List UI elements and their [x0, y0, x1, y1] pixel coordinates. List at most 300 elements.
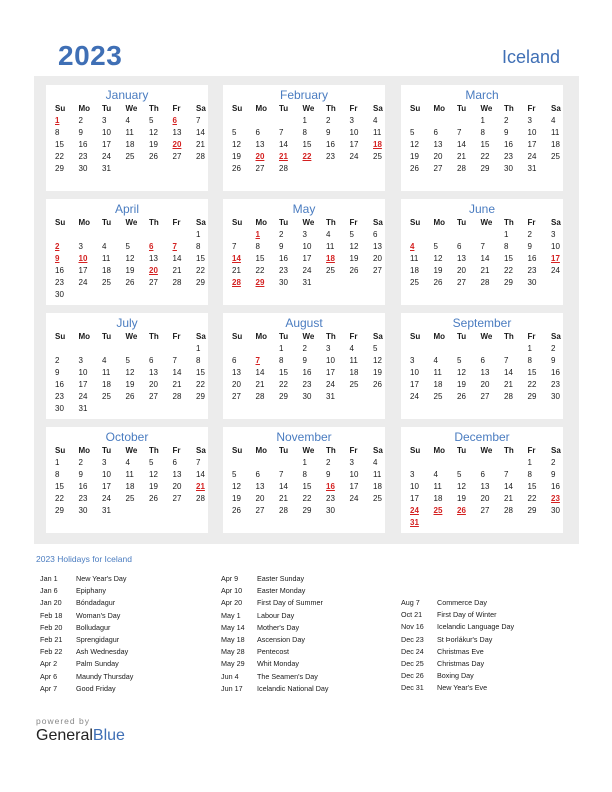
day-cell: 11	[410, 254, 419, 263]
day-cell: 26	[373, 380, 382, 389]
day-cell: 7	[196, 116, 201, 125]
holiday-date: Oct 21	[401, 610, 423, 620]
month-grid	[408, 331, 563, 403]
empty-cell	[254, 115, 278, 127]
holiday-date: Apr 10	[221, 586, 243, 596]
day-cell: 16	[527, 254, 537, 263]
day-cell: 15	[504, 254, 513, 263]
weekday-label: Mo	[78, 446, 91, 455]
day-cell: 31	[102, 164, 111, 173]
day-cell: 12	[410, 140, 419, 149]
month-november	[223, 427, 385, 533]
day-cell: 6	[172, 458, 177, 467]
day-cell: 1	[196, 230, 201, 239]
holiday-date: Apr 7	[40, 683, 58, 693]
weekday-label: Sa	[373, 218, 383, 227]
calendar-panel	[34, 76, 579, 544]
day-cell: 24	[551, 266, 560, 275]
day-cell: 29	[55, 506, 64, 515]
holiday-row	[221, 647, 329, 659]
empty-cell	[277, 115, 301, 127]
day-cell: 19	[149, 140, 158, 149]
day-cell: 24	[102, 152, 111, 161]
day-cell: 19	[433, 266, 443, 275]
day-cell: 7	[232, 242, 237, 251]
holiday-date: Aug 7	[401, 598, 420, 607]
weekday-label: Mo	[433, 218, 446, 227]
weekday-label: Tu	[102, 218, 112, 227]
weekday-label: Su	[232, 332, 243, 341]
holiday-day-cell: 1	[255, 230, 260, 239]
day-cell: 10	[349, 128, 359, 137]
day-cell: 27	[172, 494, 182, 503]
day-cell: 12	[125, 254, 135, 263]
weekday-label: Su	[232, 104, 243, 113]
day-cell: 4	[125, 116, 130, 125]
holiday-day-cell: 6	[149, 242, 154, 251]
day-cell: 28	[480, 278, 490, 287]
day-cell: 6	[149, 356, 154, 365]
day-cell: 26	[433, 278, 443, 287]
empty-cell	[432, 229, 456, 241]
weekday-label: Tu	[457, 218, 467, 227]
day-cell: 24	[326, 380, 335, 389]
day-cell: 16	[302, 368, 312, 377]
day-cell: 8	[480, 128, 485, 137]
day-cell: 28	[255, 392, 265, 401]
day-cell: 28	[196, 494, 205, 503]
holiday-row	[221, 635, 329, 647]
day-cell: 7	[457, 128, 462, 137]
day-cell: 30	[78, 164, 88, 173]
holiday-name: Boxing Day	[437, 671, 474, 681]
weekday-label: Fr	[527, 446, 536, 455]
empty-cell	[502, 457, 526, 469]
day-cell: 10	[349, 470, 359, 479]
day-cell: 25	[410, 278, 419, 287]
day-cell: 27	[232, 392, 241, 401]
weekday-label: Sa	[373, 104, 383, 113]
day-cell: 8	[55, 470, 60, 479]
day-cell: 27	[373, 266, 382, 275]
day-cell: 22	[279, 380, 288, 389]
day-cell: 24	[349, 494, 359, 503]
weekday-label: Mo	[433, 446, 446, 455]
day-cell: 13	[480, 368, 490, 377]
holiday-date: May 29	[221, 659, 245, 669]
day-cell: 27	[480, 392, 490, 401]
day-cell: 21	[232, 266, 241, 275]
holiday-name: Pentecost	[257, 647, 289, 657]
holiday-row	[401, 635, 514, 647]
day-cell: 3	[302, 230, 307, 239]
day-cell: 21	[480, 266, 490, 275]
day-cell: 14	[172, 368, 182, 377]
day-cell: 9	[551, 470, 556, 479]
holiday-name: Epiphany	[76, 586, 106, 596]
month-august	[223, 313, 385, 419]
holiday-name: Whit Monday	[257, 659, 299, 669]
day-cell: 16	[55, 266, 64, 275]
weekday-label: Th	[326, 218, 336, 227]
day-cell: 15	[302, 482, 312, 491]
day-cell: 12	[373, 356, 382, 365]
day-cell: 9	[55, 368, 60, 377]
weekday-label: Su	[410, 332, 421, 341]
empty-cell	[53, 229, 77, 241]
weekday-label: Fr	[172, 446, 181, 455]
day-cell: 2	[527, 230, 532, 239]
day-cell: 3	[78, 242, 83, 251]
day-cell: 18	[125, 482, 135, 491]
day-cell: 6	[232, 356, 237, 365]
day-cell: 5	[232, 470, 237, 479]
holiday-row	[401, 659, 514, 671]
day-cell: 13	[457, 254, 466, 263]
empty-cell	[277, 457, 301, 469]
weekday-label: We	[302, 218, 315, 227]
weekday-label: Tu	[457, 446, 467, 455]
day-cell: 30	[279, 278, 288, 287]
day-cell: 28	[172, 392, 182, 401]
holiday-day-cell: 25	[433, 506, 443, 515]
day-cell: 6	[433, 128, 438, 137]
day-cell: 11	[349, 356, 358, 365]
day-cell: 2	[302, 344, 307, 353]
day-cell: 14	[255, 368, 265, 377]
day-cell: 19	[349, 254, 359, 263]
day-cell: 12	[149, 128, 158, 137]
holiday-name: St Þorlákur's Day	[437, 634, 493, 644]
day-cell: 4	[551, 116, 556, 125]
day-cell: 21	[279, 494, 288, 503]
day-cell: 18	[551, 140, 560, 149]
brand-name	[36, 727, 125, 745]
weekday-label: Th	[504, 332, 514, 341]
weekday-label: We	[125, 332, 138, 341]
holiday-date: May 18	[221, 634, 245, 644]
empty-cell	[254, 457, 278, 469]
holiday-date: Jun 17	[221, 683, 243, 693]
day-cell: 6	[480, 470, 485, 479]
holiday-row	[40, 647, 133, 659]
weekday-label: Su	[232, 218, 243, 227]
day-cell: 9	[279, 242, 284, 251]
month-grid	[408, 217, 563, 289]
day-cell: 3	[102, 458, 107, 467]
day-cell: 16	[55, 380, 64, 389]
empty-cell	[432, 115, 456, 127]
day-cell: 13	[149, 254, 158, 263]
day-cell: 12	[349, 242, 359, 251]
weekday-label: Su	[410, 104, 421, 113]
day-cell: 29	[196, 392, 205, 401]
day-cell: 25	[102, 392, 111, 401]
empty-cell	[124, 229, 148, 241]
day-cell: 20	[457, 266, 466, 275]
weekday-label: Th	[149, 446, 159, 455]
day-cell: 4	[102, 242, 107, 251]
day-cell: 17	[78, 266, 88, 275]
empty-cell	[171, 229, 195, 241]
empty-cell	[230, 115, 254, 127]
day-cell: 2	[78, 458, 83, 467]
empty-cell	[124, 343, 148, 355]
holiday-day-cell: 1	[55, 116, 60, 125]
weekday-label: Fr	[172, 218, 181, 227]
day-cell: 25	[551, 152, 560, 161]
month-grid	[230, 331, 385, 403]
day-cell: 15	[196, 368, 205, 377]
empty-cell	[230, 229, 254, 241]
day-cell: 12	[433, 254, 443, 263]
month-july	[46, 313, 208, 419]
month-march	[401, 85, 563, 191]
month-name: November	[276, 430, 332, 444]
day-cell: 10	[326, 356, 335, 365]
day-cell: 29	[480, 164, 490, 173]
day-cell: 15	[279, 368, 288, 377]
weekday-label: We	[125, 446, 138, 455]
day-cell: 1	[527, 458, 532, 467]
day-cell: 26	[149, 494, 158, 503]
empty-cell	[455, 457, 479, 469]
day-cell: 18	[102, 380, 111, 389]
day-cell: 24	[102, 494, 111, 503]
day-cell: 19	[232, 152, 241, 161]
holiday-day-cell: 22	[302, 152, 312, 161]
day-cell: 16	[326, 140, 335, 149]
holiday-row	[221, 659, 329, 671]
day-cell: 9	[326, 470, 331, 479]
holiday-name: Maundy Thursday	[76, 671, 134, 681]
holiday-row	[40, 684, 133, 696]
day-cell: 7	[279, 470, 284, 479]
day-cell: 22	[196, 266, 205, 275]
holiday-date: Feb 21	[40, 634, 63, 644]
day-cell: 17	[349, 140, 359, 149]
day-cell: 6	[373, 230, 378, 239]
holiday-day-cell: 18	[373, 140, 382, 149]
day-cell: 23	[302, 380, 312, 389]
day-cell: 24	[302, 266, 312, 275]
holiday-day-cell: 21	[279, 152, 288, 161]
holiday-date: Dec 26	[401, 671, 424, 681]
day-cell: 8	[302, 470, 307, 479]
day-cell: 22	[527, 494, 537, 503]
weekday-label: We	[480, 332, 493, 341]
day-cell: 20	[480, 494, 490, 503]
day-cell: 22	[527, 380, 537, 389]
day-cell: 5	[125, 242, 130, 251]
day-cell: 19	[457, 380, 466, 389]
day-cell: 7	[196, 458, 201, 467]
empty-cell	[502, 343, 526, 355]
day-cell: 20	[373, 254, 382, 263]
day-cell: 26	[349, 266, 359, 275]
day-cell: 24	[78, 392, 88, 401]
day-cell: 23	[78, 494, 88, 503]
day-cell: 13	[433, 140, 443, 149]
holiday-name: Mother's Day	[257, 622, 300, 632]
weekday-label: We	[302, 332, 315, 341]
holiday-name: First Day of Summer	[257, 598, 323, 608]
weekday-label: Tu	[457, 332, 467, 341]
weekday-label: Mo	[255, 104, 268, 113]
day-cell: 11	[433, 368, 442, 377]
day-cell: 17	[78, 380, 88, 389]
holiday-row	[221, 574, 329, 586]
holiday-day-cell: 29	[255, 278, 265, 287]
day-cell: 31	[102, 506, 111, 515]
weekday-label: Sa	[373, 332, 383, 341]
day-cell: 18	[410, 266, 419, 275]
day-cell: 21	[196, 140, 205, 149]
day-cell: 25	[349, 380, 359, 389]
weekday-label: Mo	[255, 332, 268, 341]
day-cell: 29	[279, 392, 288, 401]
holidays-title: 2023 Holidays for Iceland	[36, 554, 132, 564]
day-cell: 15	[55, 482, 64, 491]
day-cell: 3	[78, 356, 83, 365]
day-cell: 13	[172, 470, 182, 479]
holiday-date: Apr 9	[221, 574, 239, 583]
month-april	[46, 199, 208, 305]
month-name: January	[105, 88, 149, 102]
day-cell: 21	[457, 152, 466, 161]
weekday-label: We	[480, 446, 493, 455]
holiday-row	[221, 684, 329, 696]
month-name: July	[116, 316, 138, 330]
day-cell: 23	[326, 494, 335, 503]
day-cell: 5	[373, 344, 378, 353]
day-cell: 1	[527, 344, 532, 353]
day-cell: 20	[232, 380, 241, 389]
day-cell: 18	[433, 494, 443, 503]
holiday-row	[40, 574, 133, 586]
day-cell: 30	[551, 392, 560, 401]
day-cell: 13	[172, 128, 182, 137]
day-cell: 30	[527, 278, 537, 287]
holiday-row	[401, 610, 514, 622]
holiday-day-cell: 31	[410, 518, 419, 527]
weekday-label: Su	[55, 446, 66, 455]
day-cell: 3	[349, 116, 354, 125]
day-cell: 5	[410, 128, 415, 137]
holiday-row	[40, 672, 133, 684]
month-grid	[53, 445, 208, 517]
holiday-date: Feb 20	[40, 622, 63, 632]
day-cell: 9	[78, 470, 83, 479]
day-cell: 30	[326, 506, 335, 515]
day-cell: 20	[433, 152, 443, 161]
weekday-label: Su	[232, 446, 243, 455]
day-cell: 5	[149, 458, 154, 467]
weekday-label: Mo	[433, 332, 446, 341]
day-cell: 27	[433, 164, 443, 173]
weekday-label: We	[480, 104, 493, 113]
holiday-date: May 1	[221, 610, 241, 620]
holiday-name: Palm Sunday	[76, 659, 119, 669]
month-december	[401, 427, 563, 533]
holiday-name: The Seamen's Day	[257, 671, 318, 681]
day-cell: 22	[255, 266, 265, 275]
day-cell: 17	[527, 140, 537, 149]
weekday-label: Sa	[551, 218, 561, 227]
empty-cell	[455, 115, 479, 127]
weekday-label: We	[125, 104, 138, 113]
day-cell: 4	[102, 356, 107, 365]
day-cell: 23	[527, 266, 537, 275]
holiday-row	[40, 659, 133, 671]
holiday-day-cell: 14	[232, 254, 241, 263]
empty-cell	[77, 229, 101, 241]
day-cell: 22	[55, 494, 64, 503]
day-cell: 27	[149, 392, 158, 401]
day-cell: 31	[302, 278, 312, 287]
day-cell: 8	[255, 242, 260, 251]
empty-cell	[254, 343, 278, 355]
holiday-column-3	[401, 598, 514, 696]
weekday-label: Fr	[527, 218, 536, 227]
day-cell: 27	[255, 164, 265, 173]
day-cell: 21	[504, 380, 513, 389]
holiday-day-cell: 24	[410, 506, 419, 515]
empty-cell	[455, 343, 479, 355]
holiday-name: Commerce Day	[437, 598, 487, 607]
day-cell: 28	[172, 278, 182, 287]
day-cell: 15	[302, 140, 312, 149]
holiday-name: Bolludagur	[76, 622, 111, 632]
weekday-label: Su	[410, 446, 421, 455]
month-grid	[230, 103, 385, 175]
holiday-date: Dec 31	[401, 683, 424, 693]
weekday-label: We	[125, 218, 138, 227]
day-cell: 26	[125, 392, 135, 401]
day-cell: 17	[349, 482, 359, 491]
day-cell: 7	[504, 356, 509, 365]
day-cell: 3	[410, 356, 415, 365]
day-cell: 13	[373, 242, 382, 251]
day-cell: 19	[232, 494, 241, 503]
day-cell: 1	[504, 230, 509, 239]
day-cell: 4	[373, 458, 378, 467]
day-cell: 30	[302, 392, 312, 401]
weekday-label: Th	[149, 218, 159, 227]
day-cell: 28	[504, 392, 513, 401]
weekday-label: Fr	[172, 104, 181, 113]
day-cell: 2	[326, 458, 331, 467]
month-name: October	[105, 430, 149, 444]
weekday-label: Th	[504, 104, 514, 113]
day-cell: 19	[457, 494, 466, 503]
holiday-name: Easter Monday	[257, 586, 306, 596]
day-cell: 30	[504, 164, 513, 173]
day-cell: 31	[527, 164, 537, 173]
empty-cell	[408, 115, 432, 127]
day-cell: 16	[78, 482, 88, 491]
country-title: Iceland	[501, 47, 560, 67]
day-cell: 3	[551, 230, 556, 239]
day-cell: 3	[410, 470, 415, 479]
day-cell: 6	[480, 356, 485, 365]
holiday-name: Christmas Eve	[437, 646, 484, 656]
holiday-row	[401, 622, 514, 634]
holiday-date: May 28	[221, 647, 245, 657]
month-january	[46, 85, 208, 191]
holiday-name: Sprengidagur	[76, 634, 120, 644]
empty-cell	[53, 343, 77, 355]
